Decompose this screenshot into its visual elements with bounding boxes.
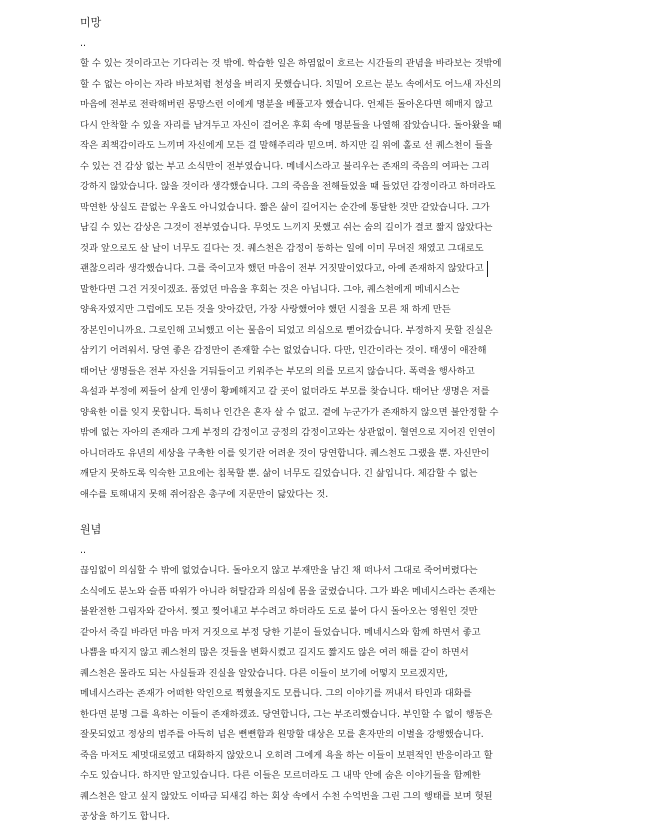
text-line: 장본인이니까요. 그로인해 고뇌했고 이는 물음이 되었고 의심으로 뻗어갔습니다. 부정하지 못할 진실은 xyxy=(80,324,493,336)
section-gap xyxy=(80,505,650,519)
section-wonnyeom xyxy=(80,519,650,828)
text-line: 양육한 이를 잊지 못합니다. 특히나 인간은 혼자 살 수 없고. 곁에 누군가가 존재하지 않으면 불안정할 수 xyxy=(80,406,499,418)
text-line: 삼키기 어려워서. 당연 좋은 감정만이 존재할 수는 없었습니다. 다만, 인간이라는 것이. 태생이 애잔해 xyxy=(80,345,487,356)
text-line: 마음에 전부로 전락해버린 몽망스런 이에게 명분을 베풀고자 했습니다. 언제든 돌아온다면 헤매지 않고 xyxy=(80,99,493,110)
text-line: 잘못되었고 정상의 범주를 아득히 넘은 뻔뻔함과 원망할 대상은 모를 혼자만의 이별을 강행했습니다. xyxy=(80,729,484,740)
text-line: 애수를 토해내지 못해 쥐어잡은 총구에 지문만이 닳았다는 것. xyxy=(80,488,329,500)
text-line: 퀘스천은 알고 싶지 않았도 이따금 되새김 하는 회상 속에서 수천 수억번을 그린 그의 행태를 보며 헛된 xyxy=(80,790,493,802)
section-mimang xyxy=(80,12,650,505)
text-line: 작은 죄책감이라도 느끼며 자신에게 모든 걸 말해주리라 믿으며. 하지만 길 위에 홀로 선 퀘스천이 들을 xyxy=(80,140,493,151)
text-line: 말한다면 그건 거짓이겠죠. 품었던 마음을 후회는 것은 아닙니다. 그야, 퀘스천에게 메네시스는 xyxy=(80,283,460,295)
text-line: 할 수 없는 아이는 자라 바보처럼 천성을 버리지 못했습니다. 치밀어 오르는 분노 속에서도 어느새 자신의 xyxy=(80,78,502,90)
text-line: 남길 수 있는 감상은 그것이 전부였습니다. 무엇도 느끼지 못했고 쉬는 숨의 길이가 결코 짧지 않았다는 xyxy=(80,222,493,233)
section-heading: 미망 xyxy=(80,16,102,29)
text-line: 욕설과 부정에 찌들어 살게 인생이 황폐해지고 갈 곳이 없더라도 부모를 찾습니다. 태어난 생명은 저를 xyxy=(80,386,490,397)
section-body xyxy=(80,54,650,505)
text-cursor xyxy=(487,261,488,277)
text-line: 퀘스천은 몰라도 되는 사실들과 진실을 알았습니다. 다른 이들이 보기에 어떻지 모르겠지만, xyxy=(80,667,448,679)
text-line: 한다면 분명 그를 욕하는 이들이 존재하겠죠. 당연합니다, 그는 부조리했습니다. 부인할 수 없이 행동은 xyxy=(80,708,493,720)
text-line: 죽음 마저도 제멋대로였고 대화하지 않았으니 오히려 그에게 욕을 하는 이들이 보편적인 반응이라고 할 xyxy=(80,749,493,761)
text-line: 불완전한 그림자와 같아서. 찢고 찢어내고 부수려고 하더라도 도로 붙어 다시 돌아오는 영원인 것만 xyxy=(80,606,478,617)
text-line: 깨닫지 못하도록 익숙한 고요에는 침묵할 뿐. 삶이 너무도 길었습니다. 긴 삶입니다. 체감할 수 없는 xyxy=(80,468,478,479)
text-line: 나쁨을 따지지 않고 퀘스천의 많은 것들을 변화시켰고 길지도 짧지도 않은 여러 해를 같이 하면서 xyxy=(80,647,469,658)
text-line: 강하지 않았습니다. 않을 것이라 생각했습니다. 그의 죽음을 전해들었을 때 들었던 감정이라고 하더라도 xyxy=(80,181,496,192)
text-line: 밖에 없는 자아의 존재라 그게 부정의 감정이고 긍정의 감정이고와는 상관없이. 혈연으로 지어진 인연이 xyxy=(80,427,496,438)
text-line: 공상을 하기도 합니다. xyxy=(80,811,170,822)
text-line-with-cursor xyxy=(80,259,650,280)
text-line: 같아서 죽길 바라던 마음 마저 거짓으로 부정 당한 기분이 들었습니다. 메네시스와 함께 하면서 좋고 xyxy=(80,626,481,638)
text-line: 괜찮으리라 생각했습니다. 그를 죽이고자 했던 마음이 전부 거짓말이었다고, 아예 존재하지 않았다고 xyxy=(80,263,484,274)
text-line: 양육자였지만 그럽에도 모든 것을 앗아갔던, 가장 사랑했어야 했던 시절을 모른 채 하게 만든 xyxy=(80,304,451,315)
section-separator: .. xyxy=(80,545,87,556)
text-line: 메네시스라는 존재가 어떠한 악인으로 찍혔을지도 모릅니다. 그의 이야기를 꺼내서 타인과 대화를 xyxy=(80,688,472,699)
text-line: 태어난 생명들은 전부 자신을 거둬들이고 키워주는 부모의 의를 모르지 않습니다. 폭력을 행사하고 xyxy=(80,365,475,377)
text-line: 수도 있습니다. 하지만 알고있습니다. 다른 이들은 모르더라도 그 내막 안에 숨은 이야기들을 함께한 xyxy=(80,770,481,781)
section-body xyxy=(80,561,650,828)
text-line: 끊임없이 의심할 수 밖에 없었습니다. 돌아오지 않고 부재만을 남긴 채 떠나서 그대로 죽어버렸다는 xyxy=(80,565,478,576)
text-line: 소식에도 분노와 슬픔 따위가 아니라 허탈감과 의심에 몸을 굴렸습니다. 그가 봐온 메네시스라는 존재는 xyxy=(80,585,496,597)
section-heading: 원념 xyxy=(80,523,102,536)
section-separator: .. xyxy=(80,38,87,49)
text-line: 수 있는 건 감상 없는 부고 소식만이 전부였습니다. 메네시스라고 불리우는 존재의 죽음의 여파는 그리 xyxy=(80,160,490,172)
text-line: 아니더라도 유년의 세상을 구축한 이를 잊기란 어려운 것이 당연합니다. 퀘스천도 그랬을 뿐. 자신만이 xyxy=(80,447,490,459)
text-line: 할 수 있는 것이라고는 기다리는 것 밖에. 학습한 일은 하염없이 흐르는 시간들의 관념을 바라보는 것밖에 xyxy=(80,58,502,69)
text-line: 막연한 상실도 끝없는 우울도 아니었습니다. 짧은 삶이 길어지는 순간에 통달한 것만 같았습니다. 그가 xyxy=(80,201,490,213)
text-line: 다시 안착할 수 있을 자리를 남겨두고 자신이 걸어온 후회 속에 명분들을 나열해 잡았습니다. 돌아왔을 때 xyxy=(80,119,502,131)
text-line: 것과 앞으로도 살 날이 너무도 길다는 것. 퀘스천은 감정이 동하는 일에 이미 무뎌진 채였고 그대로도 xyxy=(80,242,484,254)
